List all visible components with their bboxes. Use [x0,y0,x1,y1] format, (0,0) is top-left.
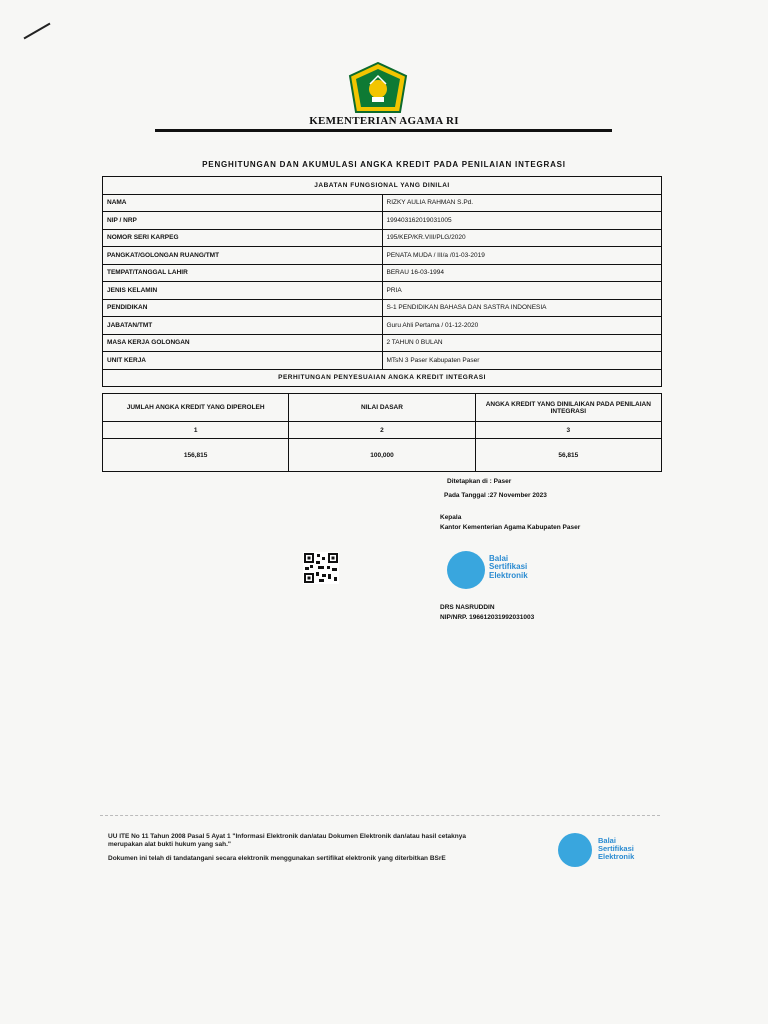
footer-signature-note: Dokumen ini telah di tandatangani secara elektronik menggunakan sertifikat elektronik yang diterbitkan BSrE [108,855,446,862]
calc-value-cell: 156,815 [103,439,289,472]
section-title-perhitungan: PERHITUNGAN PENYESUAIAN ANGKA KREDIT INTEGRASI [103,369,662,387]
calc-value-cell: 100,000 [289,439,475,472]
bsre-line: Balai [598,836,616,845]
table-row [103,317,662,335]
calc-value-cell: 56,815 [475,439,661,472]
table-row [103,229,662,247]
row-value: 2 TAHUN 0 BULAN [382,334,662,352]
identity-table [102,176,662,387]
bsre-footer-logo [558,833,658,869]
row-value: 195/KEP/KR.VIII/PLG/2020 [382,229,662,247]
row-label: NIP / NRP [103,212,383,230]
row-value: PRIA [382,282,662,300]
section-row [103,177,662,195]
sign-place: Ditetapkan di : Paser [447,478,512,485]
row-value: Guru Ahli Pertama / 01-12-2020 [382,317,662,335]
qr-code-icon [303,552,339,584]
row-label: TEMPAT/TANGGAL LAHIR [103,264,383,282]
row-value: MTsN 3 Paser Kabupaten Paser [382,352,662,370]
section-title-jabatan: JABATAN FUNGSIONAL YANG DINILAI [103,177,662,195]
row-value: PENATA MUDA / III/a /01-03-2019 [382,247,662,265]
calculation-table [102,393,662,472]
calc-header-row [103,394,662,422]
calc-header-cell: NILAI DASAR [289,394,475,422]
row-label: PANGKAT/GOLONGAN RUANG/TMT [103,247,383,265]
row-label: NAMA [103,194,383,212]
calc-number-cell: 1 [103,422,289,439]
row-label: PENDIDIKAN [103,299,383,317]
bsre-line: Balai [489,554,509,563]
calc-number-row [103,422,662,439]
table-row [103,352,662,370]
bsre-line: Elektronik [489,570,528,580]
footer-divider [100,815,660,816]
document-title: PENGHITUNGAN DAN AKUMULASI ANGKA KREDIT PADA PENILAIAN INTEGRASI [202,160,566,169]
sign-position-office: Kantor Kementerian Agama Kabupaten Paser [440,524,581,531]
table-row [103,334,662,352]
calc-number-cell: 3 [475,422,661,439]
footer-law-line: UU ITE No 11 Tahun 2008 Pasal 5 Ayat 1 "Informasi Elektronik dan/atau Dokumen Elektronik dan/atau hasil cetaknya [108,833,466,840]
row-value: BERAU 16-03-1994 [382,264,662,282]
header-rule [155,129,612,132]
calc-header-cell: ANGKA KREDIT YANG DINILAIKAN PADA PENILAIAN INTEGRASI [475,394,661,422]
row-label: MASA KERJA GOLONGAN [103,334,383,352]
bsre-line: Sertifikasi [489,562,528,572]
table-row [103,282,662,300]
row-value: S-1 PENDIDIKAN BAHASA DAN SASTRA INDONESIA [382,299,662,317]
table-row [103,212,662,230]
row-label: JABATAN/TMT [103,317,383,335]
bsre-line: Elektronik [598,851,635,861]
section-row [103,369,662,387]
bsre-logo [447,551,547,591]
bsre-text [489,555,528,580]
footer-law-line-2: merupakan alat bukti hukum yang sah." [108,841,232,848]
table-row [103,194,662,212]
signer-nip: NIP/NRP. 196612031992031003 [440,614,535,621]
calc-number-cell: 2 [289,422,475,439]
sign-date: Pada Tanggal :27 November 2023 [444,492,547,499]
row-value: RIZKY AULIA RAHMAN S.Pd. [382,194,662,212]
bsre-seal-icon [558,833,592,867]
pen-mark [24,23,51,40]
row-label: JENIS KELAMIN [103,282,383,300]
sign-position-title: Kepala [440,514,462,521]
bsre-line: Sertifikasi [598,843,634,853]
ministry-logo-icon [348,62,408,114]
row-label: UNIT KERJA [103,352,383,370]
bsre-seal-icon [447,551,485,589]
table-row [103,299,662,317]
bsre-text [598,837,634,861]
table-row [103,247,662,265]
signer-name: DRS NASRUDDIN [440,604,495,611]
row-value: 199403162019031005 [382,212,662,230]
row-label: NOMOR SERI KARPEG [103,229,383,247]
calc-value-row [103,439,662,472]
calc-header-cell: JUMLAH ANGKA KREDIT YANG DIPEROLEH [103,394,289,422]
table-row [103,264,662,282]
ministry-name: KEMENTERIAN AGAMA RI [309,115,459,127]
